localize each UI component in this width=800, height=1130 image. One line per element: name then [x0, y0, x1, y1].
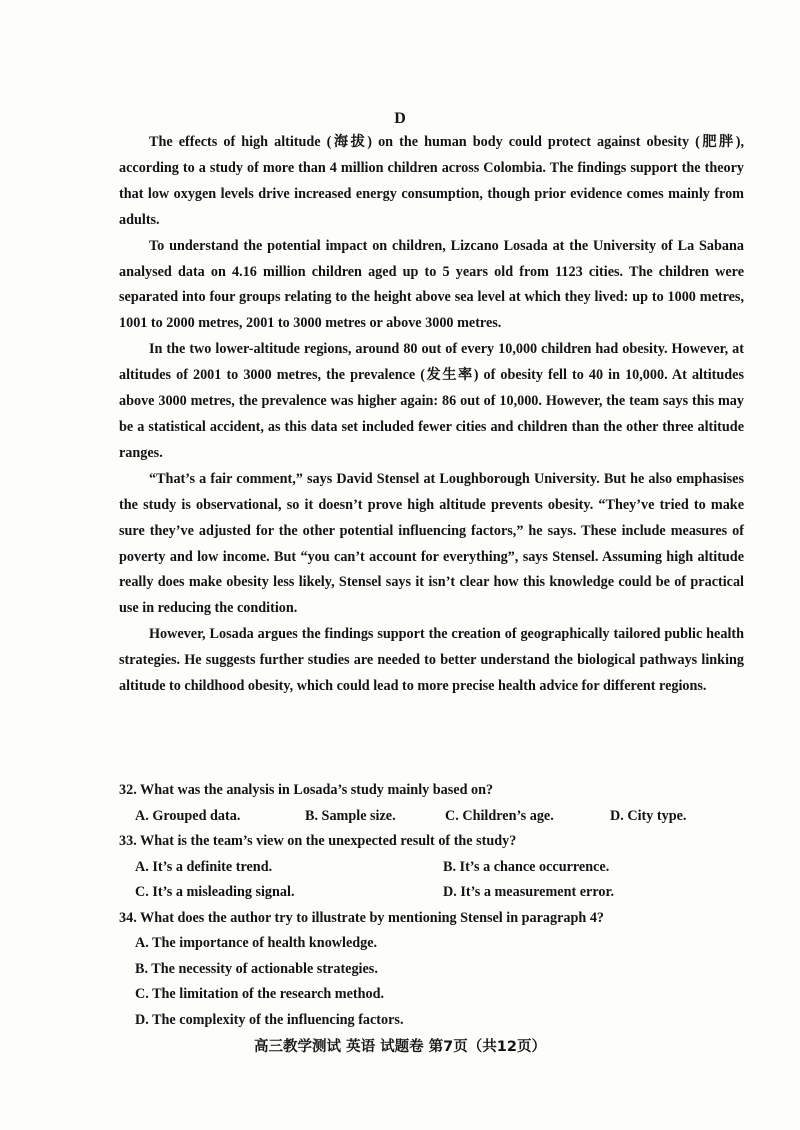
passage-paragraph-5: However, Losada argues the findings support the creation of geographically tailored public health strategies. He suggests further studies are needed to better understand the biological pathways linking altitude to childhood obesity, which could lead to more precise health advice for different regions.: [119, 626, 744, 695]
question-stem: 33. What is the team’s view on the unexpected result of the study?: [119, 833, 517, 849]
passage-paragraph-1: The effects of high altitude (海拔) on the human body could protect against obesity (肥胖), according to a study of more than 4 million children across Colombia. The findings support the theory that low oxygen levels drive increased energy consumption, though prior evidence comes mainly from adults.: [119, 134, 744, 228]
question-33: [119, 829, 744, 906]
question-34: [119, 906, 744, 1034]
option-c: C. Children’s age.: [445, 807, 554, 824]
question-32: [119, 778, 744, 829]
option-row: [119, 880, 744, 906]
option-a: A. The importance of health knowledge.: [135, 935, 378, 951]
option-row: [119, 855, 744, 881]
section-heading: D: [394, 110, 406, 127]
option-b: B. The necessity of actionable strategies.: [135, 960, 378, 977]
passage-paragraph-4: “That’s a fair comment,” says David Stensel at Loughborough University. But he also emphasises the study is observational, so it doesn’t prove high altitude prevents obesity. “They’ve tried to make sure they’ve adjusted for the other potential influencing factors,” he says. These include measures of poverty and low income. But “you can’t account for everything”, says Stensel. Assuming high altitude really does make obesity less likely, Stensel says it isn’t clear how this knowledge could be of practical use in reducing the condition.: [119, 470, 744, 617]
passage-paragraph-3: In the two lower-altitude regions, around 80 out of every 10,000 children had obesity. However, at altitudes of 2001 to 3000 metres, the prevalence (发生率) of obesity fell to 40 in 10,000. At altitudes above 3000 metres, the prevalence was higher again: 86 out of 10,000. However, the team says this may be a statistical accident, as this data set included fewer cities and children than the other three altitude ranges.: [119, 341, 744, 461]
page-footer: 高三教学测试 英语 试题卷 第7页（共12页）: [254, 1039, 546, 1055]
option-b: B. It’s a chance occurrence.: [443, 858, 610, 875]
option-a: A. It’s a definite trend.: [135, 858, 273, 875]
option-c: C. It’s a misleading signal.: [135, 884, 295, 900]
question-stem: 32. What was the analysis in Losada’s study mainly based on?: [119, 782, 494, 798]
option-d: D. It’s a measurement error.: [443, 884, 614, 900]
passage-paragraph-2: To understand the potential impact on children, Lizcano Losada at the University of La Sabana analysed data on 4.16 million children aged up to 5 years old from 1123 cities. The children were separated into four groups relating to the height above sea level at which they lived: up to 1000 metres, 1001 to 2000 metres, 2001 to 3000 metres or above 3000 metres.: [119, 237, 744, 332]
option-c: C. The limitation of the research method.: [135, 986, 385, 1002]
question-list: [119, 778, 744, 1033]
option-row: [119, 804, 744, 830]
option-d: D. City type.: [610, 807, 687, 824]
reading-passage: [119, 130, 744, 700]
option-d: D. The complexity of the influencing factors.: [135, 1011, 404, 1028]
option-b: B. Sample size.: [305, 807, 396, 824]
question-stem: 34. What does the author try to illustrate by mentioning Stensel in paragraph 4?: [119, 909, 605, 926]
option-a: A. Grouped data.: [135, 807, 241, 824]
